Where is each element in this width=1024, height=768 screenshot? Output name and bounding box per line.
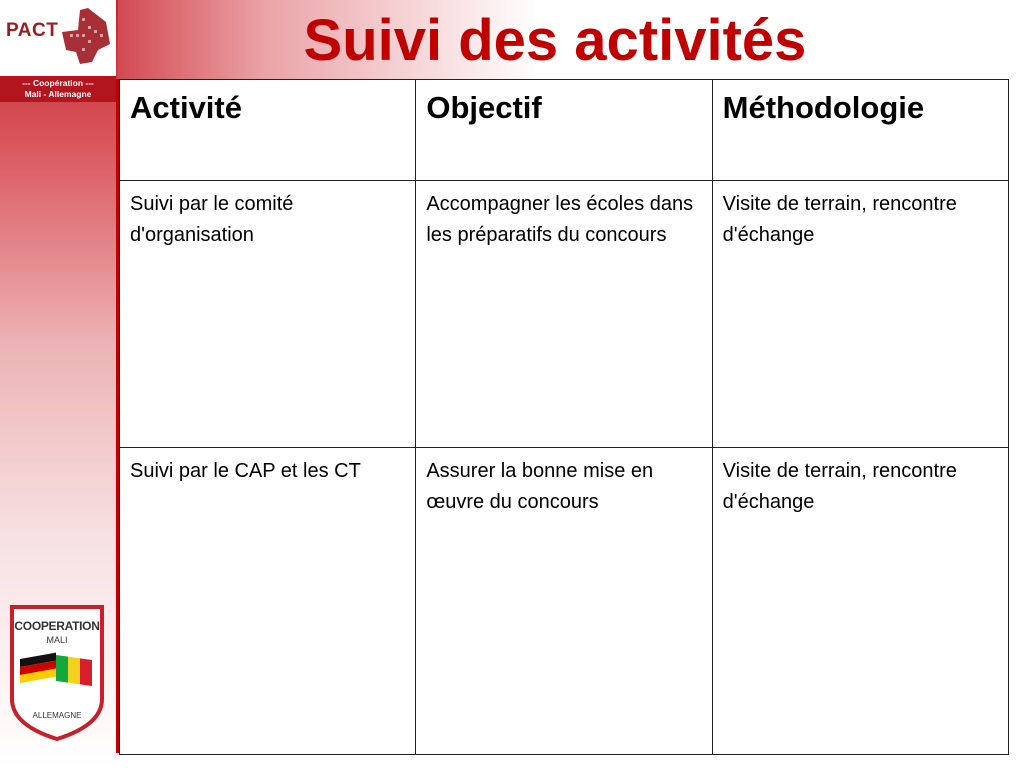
activities-table [119,79,1009,755]
table-header-row [120,80,1009,181]
cell-activite: Suivi par le CAP et les CT [120,448,416,755]
cell-objectif: Accompagner les écoles dans les préparatifs du concours [416,181,712,448]
cell-activite: Suivi par le comité d'organisation [120,181,416,448]
pact-logo-text: PACT [6,20,59,41]
table-row [120,181,1009,448]
pact-strip-line1: --- Coopération --- [22,78,94,88]
pact-logo-strip [0,76,116,102]
mali-flag [56,655,92,686]
table-row [120,448,1009,755]
shield-line2: MALI [46,635,68,645]
shield-line1: COOPERATION [14,619,100,633]
header-objectif: Objectif [416,80,712,181]
header-methodologie: Méthodologie [712,80,1008,181]
cell-methodologie: Visite de terrain, rencontre d'échange [712,181,1008,448]
header-activite: Activité [120,80,416,181]
shield-line3: ALLEMAGNE [32,711,82,720]
cell-methodologie: Visite de terrain, rencontre d'échange [712,448,1008,755]
cell-objectif: Assurer la bonne mise en œuvre du concours [416,448,712,755]
cooperation-shield-logo [6,603,108,743]
page-title: Suivi des activités [303,8,807,73]
pact-strip-line2: Mali - Allemagne [24,89,92,99]
